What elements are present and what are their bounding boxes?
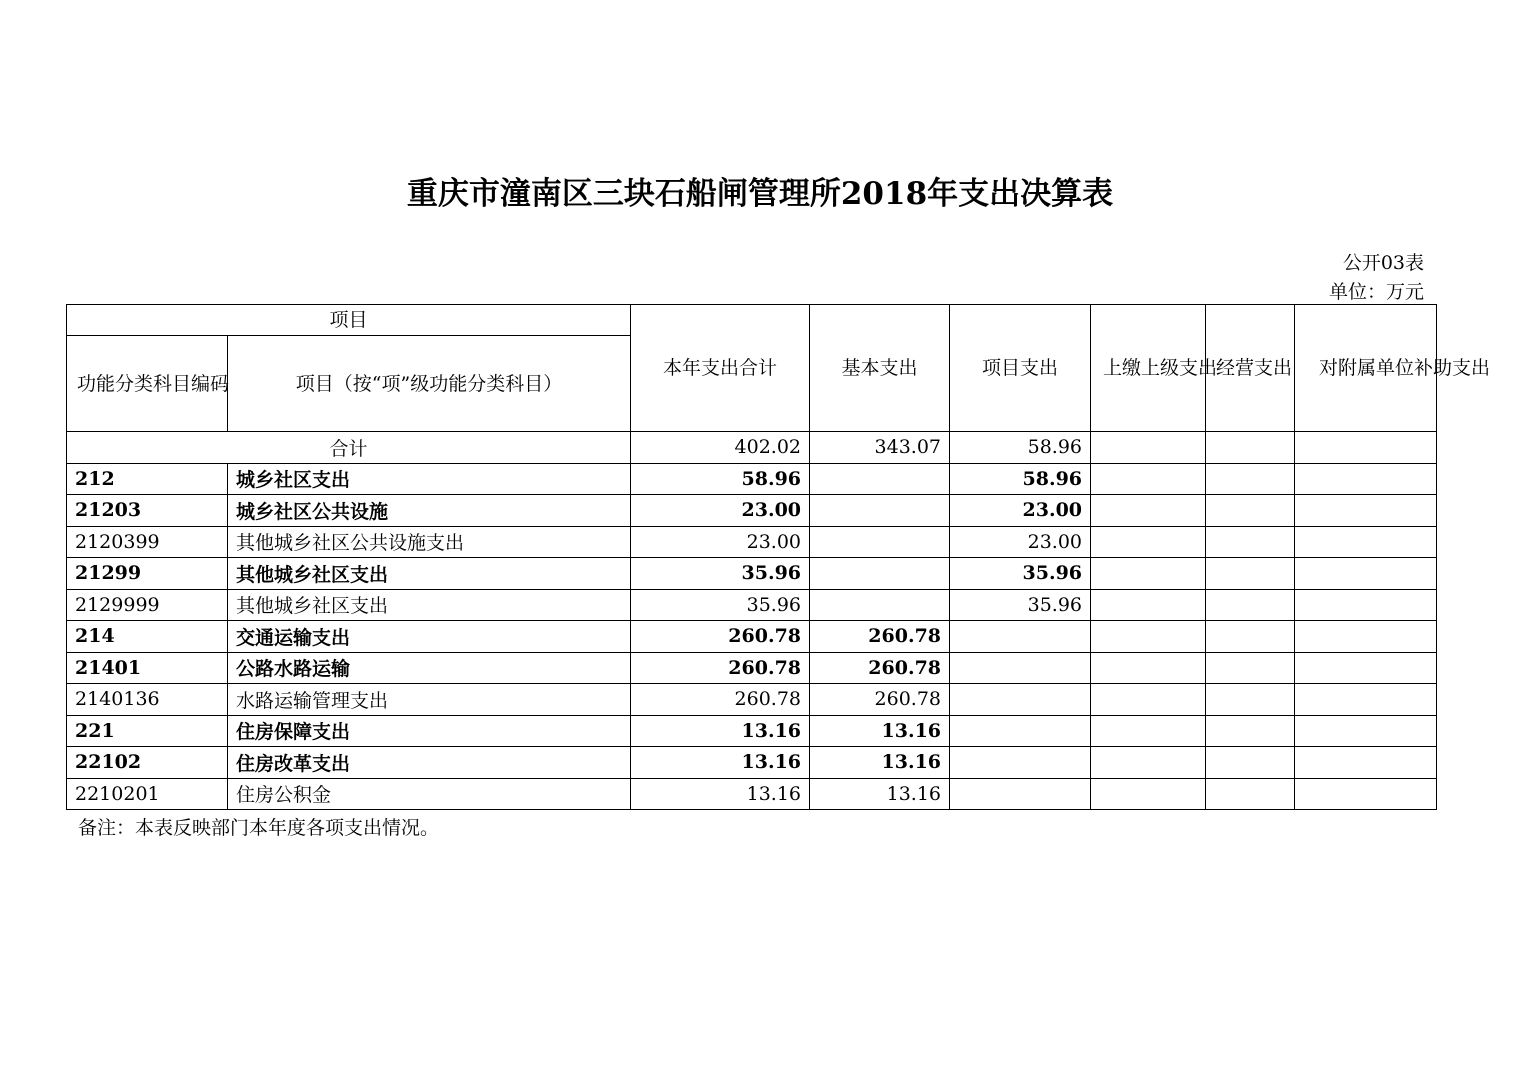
row-subsidy: [1295, 621, 1437, 653]
row-upper: [1091, 747, 1206, 779]
table-row: [67, 621, 1437, 653]
row-name: 住房改革支出: [228, 747, 631, 779]
table-row: [67, 747, 1437, 779]
row-business: [1206, 652, 1295, 684]
row-basic: 260.78: [810, 652, 950, 684]
header-upper: 上缴上级支出: [1091, 305, 1206, 432]
header-name: 项目（按“项”级功能分类科目）: [228, 336, 631, 432]
row-code: 21203: [67, 495, 228, 527]
total-row-total: 402.02: [631, 432, 810, 464]
row-name: 水路运输管理支出: [228, 684, 631, 716]
row-code: 21401: [67, 652, 228, 684]
header-code: 功能分类科目编码: [67, 336, 228, 432]
table-row: [67, 684, 1437, 716]
page-title: 重庆市潼南区三块石船闸管理所2018年支出决算表: [406, 176, 1114, 212]
row-basic: 13.16: [810, 715, 950, 747]
row-total: 23.00: [631, 495, 810, 527]
form-number: 公开03表: [1342, 252, 1424, 274]
row-code: 212: [67, 463, 228, 495]
row-code: 2210201: [67, 778, 228, 810]
row-business: [1206, 621, 1295, 653]
row-subsidy: [1295, 558, 1437, 590]
row-subsidy: [1295, 526, 1437, 558]
row-business: [1206, 747, 1295, 779]
table-row: [67, 558, 1437, 590]
row-project: [950, 684, 1091, 716]
row-name: 城乡社区支出: [228, 463, 631, 495]
row-upper: [1091, 589, 1206, 621]
row-basic: 260.78: [810, 684, 950, 716]
row-total: 260.78: [631, 621, 810, 653]
row-code: 2120399: [67, 526, 228, 558]
row-total: 58.96: [631, 463, 810, 495]
row-upper: [1091, 778, 1206, 810]
total-row-business: [1206, 432, 1295, 464]
row-code: 2129999: [67, 589, 228, 621]
row-subsidy: [1295, 715, 1437, 747]
row-business: [1206, 558, 1295, 590]
total-row-subsidy: [1295, 432, 1437, 464]
row-name: 其他城乡社区支出: [228, 558, 631, 590]
row-basic: [810, 495, 950, 527]
row-name: 住房保障支出: [228, 715, 631, 747]
row-upper: [1091, 715, 1206, 747]
table-row: [67, 589, 1437, 621]
row-project: [950, 715, 1091, 747]
row-total: 13.16: [631, 747, 810, 779]
row-code: 2140136: [67, 684, 228, 716]
row-basic: [810, 558, 950, 590]
header-subsidy: 对附属单位补助支出: [1295, 305, 1437, 432]
header-basic: 基本支出: [810, 305, 950, 432]
total-row-upper: [1091, 432, 1206, 464]
row-basic: 13.16: [810, 747, 950, 779]
header-project-group: 项目: [67, 305, 631, 336]
row-basic: [810, 526, 950, 558]
row-business: [1206, 778, 1295, 810]
row-business: [1206, 463, 1295, 495]
row-name: 公路水路运输: [228, 652, 631, 684]
unit-label: 单位：万元: [1328, 281, 1424, 303]
row-basic: [810, 589, 950, 621]
row-name: 城乡社区公共设施: [228, 495, 631, 527]
row-code: 221: [67, 715, 228, 747]
row-basic: 260.78: [810, 621, 950, 653]
row-project: 58.96: [950, 463, 1091, 495]
row-subsidy: [1295, 778, 1437, 810]
row-subsidy: [1295, 747, 1437, 779]
table-row: [67, 463, 1437, 495]
row-business: [1206, 589, 1295, 621]
row-project: 23.00: [950, 526, 1091, 558]
row-upper: [1091, 463, 1206, 495]
row-subsidy: [1295, 495, 1437, 527]
row-upper: [1091, 558, 1206, 590]
row-project: 35.96: [950, 589, 1091, 621]
row-project: [950, 652, 1091, 684]
table-row: [67, 715, 1437, 747]
expenditure-table: [66, 304, 1491, 810]
row-name: 住房公积金: [228, 778, 631, 810]
table-row: [67, 495, 1437, 527]
row-subsidy: [1295, 463, 1437, 495]
row-name: 其他城乡社区支出: [228, 589, 631, 621]
footnote: 备注：本表反映部门本年度各项支出情况。: [78, 817, 440, 839]
row-business: [1206, 495, 1295, 527]
row-project: [950, 778, 1091, 810]
row-upper: [1091, 495, 1206, 527]
row-total: 35.96: [631, 589, 810, 621]
row-project: [950, 621, 1091, 653]
row-total: 13.16: [631, 778, 810, 810]
row-basic: [810, 463, 950, 495]
row-name: 其他城乡社区公共设施支出: [228, 526, 631, 558]
row-business: [1206, 684, 1295, 716]
row-project: 23.00: [950, 495, 1091, 527]
header-project: 项目支出: [950, 305, 1091, 432]
row-total: 260.78: [631, 684, 810, 716]
row-upper: [1091, 526, 1206, 558]
table-row: [67, 526, 1437, 558]
total-row-label: 合计: [67, 432, 631, 464]
row-subsidy: [1295, 684, 1437, 716]
row-project: 35.96: [950, 558, 1091, 590]
row-name: 交通运输支出: [228, 621, 631, 653]
row-upper: [1091, 684, 1206, 716]
table-row: [67, 778, 1437, 810]
row-total: 13.16: [631, 715, 810, 747]
total-row-project: 58.96: [950, 432, 1091, 464]
row-total: 260.78: [631, 652, 810, 684]
row-business: [1206, 526, 1295, 558]
row-total: 35.96: [631, 558, 810, 590]
row-code: 22102: [67, 747, 228, 779]
row-code: 21299: [67, 558, 228, 590]
row-upper: [1091, 621, 1206, 653]
header-total: 本年支出合计: [631, 305, 810, 432]
row-business: [1206, 715, 1295, 747]
header-business: 经营支出: [1206, 305, 1295, 432]
row-upper: [1091, 652, 1206, 684]
row-total: 23.00: [631, 526, 810, 558]
row-basic: 13.16: [810, 778, 950, 810]
table-row: [67, 652, 1437, 684]
row-subsidy: [1295, 652, 1437, 684]
row-code: 214: [67, 621, 228, 653]
row-project: [950, 747, 1091, 779]
total-row-basic: 343.07: [810, 432, 950, 464]
row-subsidy: [1295, 589, 1437, 621]
